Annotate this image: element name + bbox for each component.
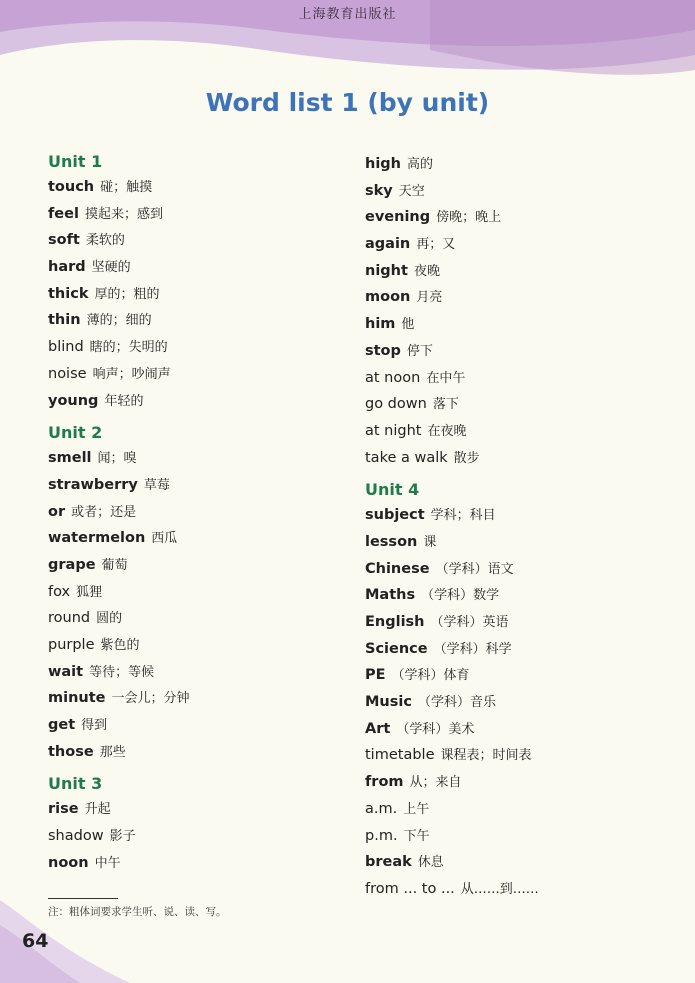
word-entry: [48, 498, 378, 525]
word-entry: [48, 173, 378, 200]
word-chinese: 休息: [417, 855, 444, 871]
word-chinese: 草莓: [143, 477, 170, 493]
word-english: shadow: [48, 828, 104, 845]
word-chinese: 影子: [109, 829, 136, 845]
word-english: purple: [48, 637, 95, 653]
word-entry: [48, 738, 378, 765]
word-list-right-column: [365, 150, 695, 902]
word-english: break: [365, 854, 412, 871]
word-entry: [365, 310, 695, 337]
word-entry: [365, 283, 695, 310]
word-entry: [48, 226, 378, 253]
word-entry: [365, 688, 695, 715]
word-entry: [365, 444, 695, 471]
word-english: lesson: [365, 533, 418, 550]
word-chinese: 那些: [99, 744, 126, 760]
word-entry: [365, 337, 695, 364]
decorative-corner-swoosh: [0, 880, 130, 983]
word-english: p.m.: [365, 827, 398, 844]
word-entry: [365, 768, 695, 795]
word-chinese: 学科；科目: [430, 508, 496, 524]
footnote: 注：粗体词要求学生听、说、读、写。: [48, 906, 227, 918]
word-chinese: 天空: [398, 183, 425, 199]
word-entry: [365, 741, 695, 768]
word-chinese: 课: [423, 534, 437, 550]
page-number: 64: [22, 930, 49, 952]
word-english: thin: [48, 312, 81, 329]
word-english: get: [48, 717, 76, 734]
word-english: a.m.: [365, 800, 398, 817]
word-entry: [48, 200, 378, 227]
word-english: grape: [48, 556, 96, 573]
word-chinese: （学科）体育: [391, 668, 470, 684]
word-english: fox: [48, 583, 71, 600]
word-chinese: 碰；触摸: [100, 180, 153, 195]
word-chinese: 狐狸: [76, 584, 103, 600]
word-entry: [365, 417, 695, 444]
word-entry: [48, 711, 378, 738]
word-chinese: 从；来自: [409, 775, 462, 791]
word-chinese: 升起: [84, 802, 111, 818]
unit-heading: Unit 1: [48, 152, 103, 171]
word-english: hard: [48, 259, 86, 276]
word-chinese: 夜晚: [413, 263, 440, 279]
word-english: rise: [48, 801, 79, 818]
word-chinese: 在中午: [426, 370, 466, 386]
word-english: watermelon: [48, 530, 146, 547]
section-gap: [48, 764, 378, 772]
word-chinese: 紫色的: [100, 638, 140, 653]
word-english: noon: [48, 854, 89, 871]
word-english: night: [365, 262, 408, 279]
word-english: Chinese: [365, 560, 430, 577]
word-english: strawberry: [48, 476, 138, 493]
word-english: wait: [48, 663, 84, 680]
word-chinese: 上午: [403, 801, 430, 817]
word-entry: [365, 555, 695, 582]
word-chinese: 他: [401, 317, 415, 333]
word-english: Music: [365, 694, 412, 711]
word-english: again: [365, 236, 411, 253]
word-entry: [48, 578, 378, 605]
word-entry: [365, 390, 695, 417]
word-list-left-column: [48, 150, 378, 876]
word-chinese: 柔软的: [85, 233, 125, 249]
word-entry: [48, 253, 378, 280]
word-english: touch: [48, 179, 95, 195]
word-chinese: （学科）数学: [421, 588, 500, 604]
word-entry: [48, 604, 378, 631]
word-entry: [365, 715, 695, 742]
word-chinese: 厚的；粗的: [94, 286, 160, 302]
word-chinese: 再；又: [416, 237, 456, 253]
word-english: feel: [48, 205, 79, 222]
word-entry: [365, 822, 695, 849]
word-chinese: 傍晚；晚上: [436, 210, 502, 226]
word-english: round: [48, 610, 91, 627]
word-entry: [365, 635, 695, 662]
word-entry: [48, 306, 378, 333]
word-english: timetable: [365, 747, 435, 764]
word-chinese: （学科）科学: [433, 641, 512, 657]
word-english: Art: [365, 720, 391, 737]
word-english: evening: [365, 209, 431, 226]
word-chinese: 摸起来；感到: [84, 206, 163, 222]
word-chinese: 落下: [432, 397, 459, 413]
word-chinese: 响声；吵闹声: [92, 366, 171, 382]
word-entry: [365, 203, 695, 230]
word-entry: [365, 661, 695, 688]
publisher-name: 上海教育出版社: [298, 7, 397, 22]
page-title: Word list 1 (by unit): [205, 88, 490, 117]
word-chinese: 一会儿；分钟: [111, 691, 190, 707]
word-english: English: [365, 614, 425, 630]
word-chinese: （学科）音乐: [417, 695, 496, 711]
unit-heading: Unit 2: [48, 423, 103, 443]
word-entry: [48, 280, 378, 307]
word-english: those: [48, 743, 94, 760]
word-chinese: 薄的；细的: [86, 313, 152, 329]
word-chinese: 散步: [453, 450, 480, 466]
word-english: from ... to ...: [365, 880, 455, 897]
word-chinese: 高的: [407, 157, 434, 172]
word-english: noise: [48, 365, 87, 382]
word-chinese: 下午: [403, 828, 430, 844]
word-english: go down: [365, 396, 427, 413]
word-english: him: [365, 316, 396, 333]
word-entry: [48, 631, 378, 658]
word-english: at night: [365, 422, 422, 439]
word-english: subject: [365, 507, 425, 524]
word-chinese: 在夜晚: [427, 423, 467, 439]
word-chinese: （学科）美术: [396, 721, 475, 737]
word-entry: [365, 848, 695, 875]
word-english: smell: [48, 450, 92, 467]
word-english: sky: [365, 182, 393, 199]
word-english: PE: [365, 667, 386, 684]
word-english: thick: [48, 285, 89, 302]
word-chinese: 葡萄: [101, 557, 128, 573]
word-entry: [48, 822, 378, 849]
word-english: young: [48, 392, 99, 409]
word-chinese: 坚硬的: [91, 260, 131, 276]
section-gap: [365, 470, 695, 478]
word-entry: [365, 177, 695, 204]
word-entry: [365, 795, 695, 822]
word-english: at noon: [365, 369, 421, 386]
word-english: or: [48, 503, 66, 520]
word-entry: [48, 551, 378, 578]
word-chinese: 西瓜: [151, 531, 178, 547]
word-entry: [365, 875, 695, 902]
word-entry: [48, 444, 378, 471]
word-chinese: 停下: [406, 343, 433, 359]
word-chinese: 或者；还是: [71, 504, 137, 520]
word-chinese: 年轻的: [104, 393, 144, 409]
word-english: moon: [365, 289, 411, 306]
word-chinese: （学科）语文: [435, 561, 514, 577]
word-english: from: [365, 774, 404, 791]
word-chinese: 中午: [94, 855, 121, 871]
word-entry: [48, 524, 378, 551]
word-english: take a walk: [365, 449, 448, 466]
section-gap: [48, 413, 378, 421]
word-entry: [48, 360, 378, 387]
word-chinese: 瞎的；失明的: [89, 340, 168, 356]
word-entry: [365, 150, 695, 177]
word-english: Maths: [365, 587, 416, 604]
word-entry: [48, 684, 378, 711]
word-entry: [48, 387, 378, 414]
word-entry: [365, 257, 695, 284]
word-entry: [365, 364, 695, 391]
word-chinese: 等待；等候: [89, 664, 155, 680]
word-english: blind: [48, 339, 84, 356]
word-entry: [365, 501, 695, 528]
word-entry: [365, 230, 695, 257]
word-entry: [48, 333, 378, 360]
word-chinese: 圆的: [96, 611, 123, 627]
unit-heading: Unit 4: [365, 480, 420, 500]
word-chinese: 月亮: [416, 290, 443, 306]
word-chinese: （学科）英语: [430, 615, 509, 630]
word-english: high: [365, 156, 401, 172]
word-entry: [48, 471, 378, 498]
word-english: minute: [48, 690, 106, 707]
word-chinese: 得到: [81, 718, 108, 734]
word-chinese: 闻；嗅: [97, 451, 137, 467]
word-english: Science: [365, 640, 428, 657]
word-chinese: 课程表；时间表: [440, 748, 532, 764]
word-entry: [365, 608, 695, 635]
word-entry: [48, 658, 378, 685]
word-chinese: 从……到……: [460, 881, 539, 897]
word-entry: [365, 528, 695, 555]
word-entry: [48, 849, 378, 876]
word-entry: [365, 581, 695, 608]
word-english: soft: [48, 232, 80, 249]
unit-heading: Unit 3: [48, 774, 103, 794]
word-english: stop: [365, 342, 401, 359]
word-entry: [48, 795, 378, 822]
